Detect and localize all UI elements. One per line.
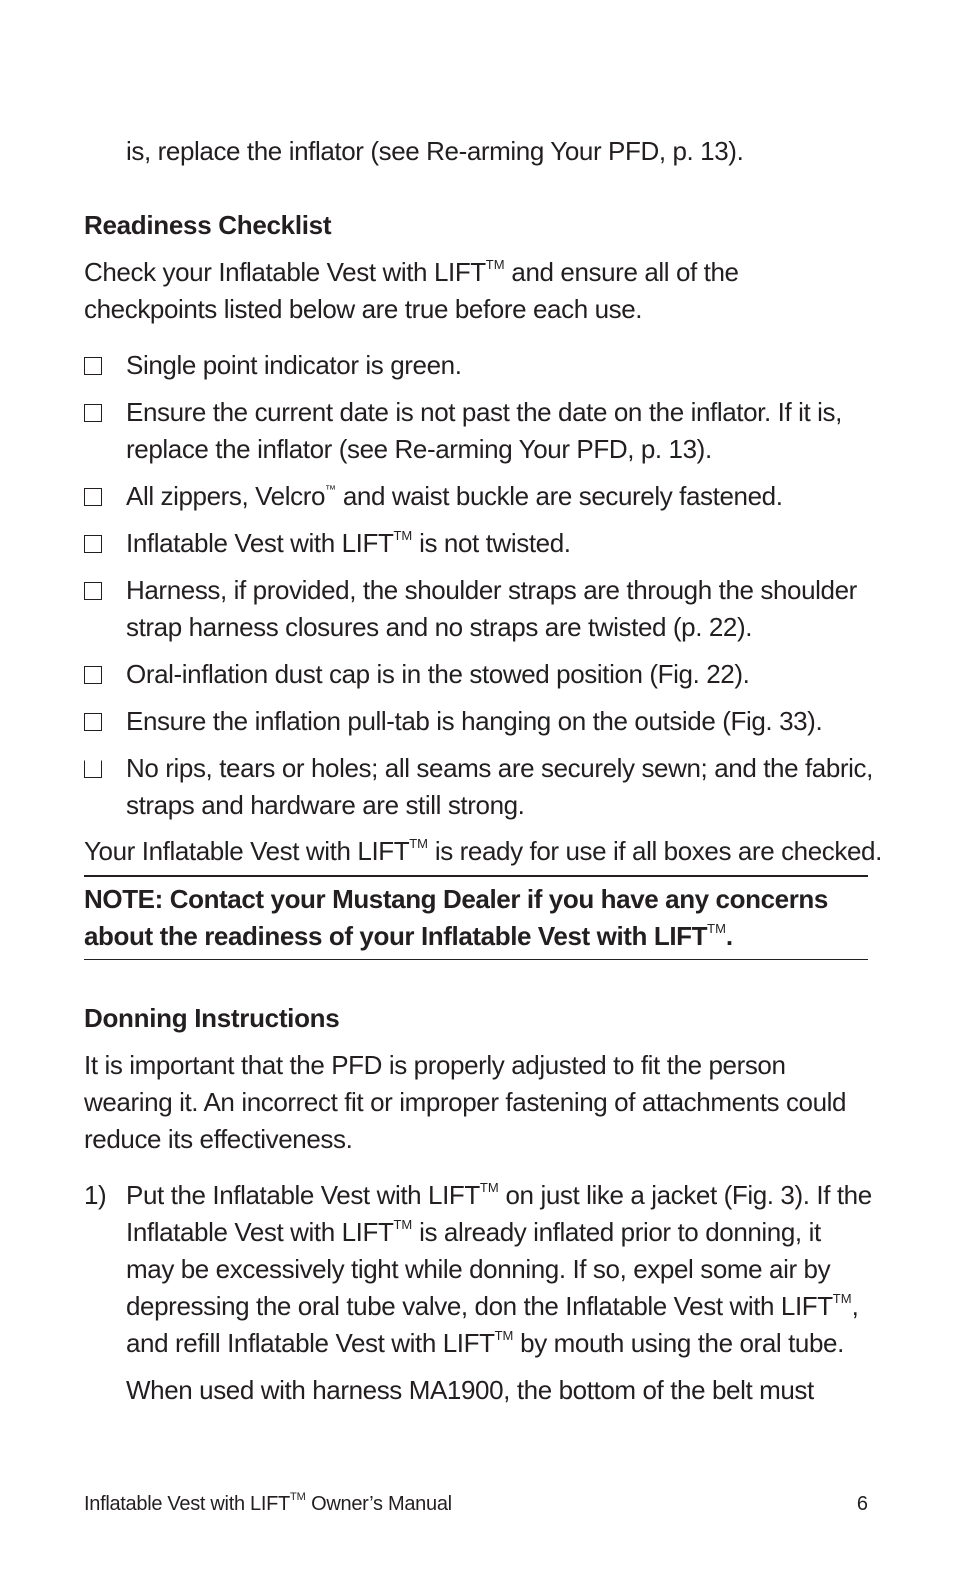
step-subtext: When used with harness MA1900, the bottom of the belt must <box>126 1375 814 1405</box>
readiness-intro: Check your Inflatable Vest with LIFT™ and ensure all of the checkpoints listed below are true before each use. <box>84 257 739 324</box>
note-box: NOTE: Contact your Mustang Dealer if you have any concerns about the readiness of your Inflatable Vest with LIFT™. <box>84 875 868 960</box>
ready-statement: Your Inflatable Vest with LIFT™ is ready for use if all boxes are checked. <box>84 836 882 866</box>
footer-title: Inflatable Vest with LIFT™ Owner’s Manual <box>84 1491 452 1515</box>
trademark-mark: TM <box>485 257 505 273</box>
checkbox-icon <box>84 404 102 422</box>
readiness-checklist <box>84 347 884 834</box>
checkbox-icon <box>84 760 102 778</box>
checklist-item: Ensure the current date is not past the date on the inflator. If it is, replace the inflator (see Re-arming Your PFD, p. 13). <box>84 394 884 468</box>
checklist-item: Oral-inflation dust cap is in the stowed position (Fig. 22). <box>84 656 884 693</box>
page-number: 6 <box>856 1493 868 1515</box>
checklist-item: No rips, tears or holes; all seams are securely sewn; and the fabric, straps and hardware are still strong. <box>84 750 884 824</box>
checkbox-icon <box>84 666 102 684</box>
checkbox-icon <box>84 488 102 506</box>
donning-heading: Donning Instructions <box>84 1003 340 1033</box>
checklist-item: Harness, if provided, the shoulder straps are through the shoulder strap harness closures and no straps are twisted (p. 22). <box>84 572 884 646</box>
checklist-item: Single point indicator is green. <box>84 347 884 384</box>
checkbox-icon <box>84 535 102 553</box>
donning-steps <box>84 1177 874 1409</box>
checkbox-icon <box>84 582 102 600</box>
readiness-heading: Readiness Checklist <box>84 210 332 240</box>
step-number: 1) <box>84 1180 107 1210</box>
donning-intro: It is important that the PFD is properly adjusted to fit the person wearing it. An incorrect fit or improper fastening of attachments could reduce its effectiveness. <box>84 1050 847 1154</box>
checkbox-icon <box>84 713 102 731</box>
step-item: 1) Put the Inflatable Vest with LIFT™ on just like a jacket (Fig. 3). If the Inflatable Vest with LIFT™ is already inflated prior to donning, it may be excessively tight while donning. If so, expel some air by depressing the oral tube valve, don the Inflatable Vest with LIFT™, and refill Inflatable Vest with LIFT™ by mouth using the oral tube. When used with harness MA1900, the bottom of the belt must <box>84 1177 874 1409</box>
continued-text: is, replace the inflator (see Re-arming Your PFD, p. 13). <box>126 136 744 166</box>
checklist-item: Ensure the inflation pull-tab is hanging on the outside (Fig. 33). <box>84 703 884 740</box>
checklist-item: All zippers, Velcro™ and waist buckle are securely fastened. <box>84 478 884 515</box>
checklist-item: Inflatable Vest with LIFT™ is not twisted. <box>84 525 884 562</box>
checkbox-icon <box>84 357 102 375</box>
